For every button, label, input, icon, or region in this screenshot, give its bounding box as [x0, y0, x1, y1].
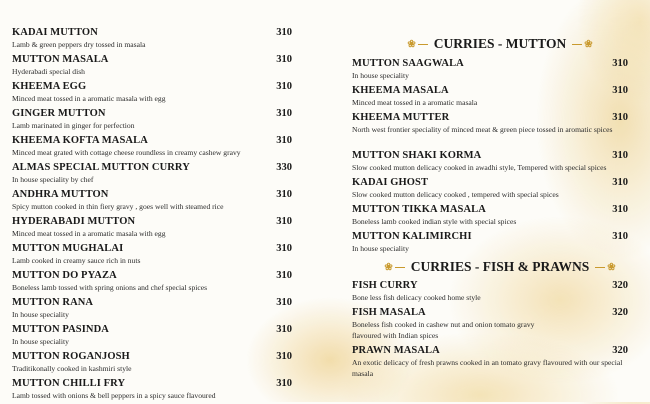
- section-header: [372, 255, 628, 279]
- menu-item: [352, 203, 628, 230]
- menu-item: [352, 111, 628, 149]
- dish-name: FISH MASALA: [352, 307, 426, 318]
- dish-description: North west frontier speciality of minced meat & green piece tossed in aromatic spices: [352, 125, 613, 134]
- menu-item: [352, 306, 628, 344]
- menu-item: [12, 26, 292, 53]
- dish-description: In house speciality: [12, 337, 69, 346]
- dish-price: 310: [276, 216, 292, 227]
- dish-description: Minced meat tossed in a aromatic masala with egg: [12, 94, 166, 103]
- dish-price: 310: [276, 81, 292, 92]
- dish-price: 310: [276, 297, 292, 308]
- dish-description: Slow cooked mutton delicacy cooked in awadhi style, Tempered with special spices: [352, 163, 607, 172]
- dish-price: 310: [276, 270, 292, 281]
- dish-price: 310: [612, 204, 628, 215]
- dish-price: 310: [276, 189, 292, 200]
- dish-name: ALMAS SPECIAL MUTTON CURRY: [12, 162, 190, 173]
- dish-name: MUTTON ROGANJOSH: [12, 351, 130, 362]
- dish-name: MUTTON SHAKI KORMA: [352, 150, 482, 161]
- section-header: [372, 34, 628, 54]
- menu-item: [12, 323, 292, 350]
- dish-name: KADAI GHOST: [352, 177, 429, 188]
- dish-name: MUTTON KALIMIRCHI: [352, 231, 472, 242]
- dish-description: Boneless lamb cooked indian style with special spices: [352, 217, 517, 226]
- dish-price: 310: [276, 378, 292, 389]
- dish-name: KHEEMA EGG: [12, 81, 87, 92]
- dish-price: 310: [276, 135, 292, 146]
- menu-item: [12, 80, 292, 107]
- menu-item: [12, 215, 292, 242]
- menu-item: [12, 107, 292, 134]
- dish-name: FISH CURRY: [352, 280, 418, 291]
- menu-item: [352, 176, 628, 203]
- dish-price: 310: [276, 324, 292, 335]
- dish-name: KHEEMA KOFTA MASALA: [12, 135, 148, 146]
- dish-name: MUTTON MASALA: [12, 54, 109, 65]
- menu-item: [12, 350, 292, 377]
- swirl-ornament-icon: ❀: [384, 262, 406, 273]
- right-menu-column: [352, 34, 628, 382]
- dish-name: MUTTON MUGHALAI: [12, 243, 124, 254]
- dish-name: HYDERABADI MUTTON: [12, 216, 136, 227]
- dish-name: MUTTON SAAGWALA: [352, 58, 464, 69]
- dish-price: 320: [612, 307, 628, 318]
- menu-item: [12, 134, 292, 161]
- menu-item: [12, 242, 292, 269]
- dish-description: Slow cooked mutton delicacy cooked , tempered with special spices: [352, 190, 559, 199]
- dish-description: Lamb tossed with onions & bell peppers in a spicy sauce flavoured: [12, 391, 216, 400]
- dish-description: In house speciality: [352, 71, 409, 80]
- dish-name: MUTTON RANA: [12, 297, 94, 308]
- dish-description: Minced meat tossed in a aromatic masala with egg: [12, 229, 166, 238]
- dish-price: 310: [276, 108, 292, 119]
- dish-price: 310: [612, 58, 628, 69]
- dish-price: 320: [612, 280, 628, 291]
- dish-price: 310: [612, 85, 628, 96]
- dish-description: Lamb marinated in ginger for perfection: [12, 121, 135, 130]
- dish-price: 310: [612, 112, 628, 123]
- section-title: CURRIES - MUTTON: [433, 36, 567, 51]
- dish-price: 310: [612, 150, 628, 161]
- dish-name: MUTTON DO PYAZA: [12, 270, 117, 281]
- dish-description: Lamb & green peppers dry tossed in masala: [12, 40, 146, 49]
- dish-name: MUTTON TIKKA MASALA: [352, 204, 486, 215]
- dish-description: Boneless fish cooked in cashew nut and onion tomato gravy flavoured with Indian spices: [352, 320, 535, 340]
- swirl-ornament-icon: ❀: [407, 39, 429, 50]
- dish-description: Spicy mutton cooked in thin fiery gravy , goes well with steamed rice: [12, 202, 224, 211]
- dish-description: Minced meat grated with cottage cheese roundless in creamy cashew gravy: [12, 148, 241, 157]
- dish-price: 320: [612, 345, 628, 356]
- dish-description: In house speciality: [12, 310, 69, 319]
- dish-price: 310: [612, 177, 628, 188]
- menu-item: [352, 57, 628, 84]
- menu-item: [352, 279, 628, 306]
- dish-description: Minced meat tossed in a aromatic masala: [352, 98, 478, 107]
- dish-name: PRAWN MASALA: [352, 345, 440, 356]
- menu-item: [12, 53, 292, 80]
- dish-description: In house speciality by chef: [12, 175, 94, 184]
- menu-item: [352, 84, 628, 111]
- swirl-ornament-icon: ❀: [570, 39, 592, 50]
- dish-description: Bone less fish delicacy cooked home style: [352, 293, 481, 302]
- left-menu-column: [12, 26, 292, 404]
- dish-price: 310: [276, 54, 292, 65]
- menu-item: [12, 296, 292, 323]
- dish-name: GINGER MUTTON: [12, 108, 106, 119]
- dish-description: Traditikonally cooked in kashmiri style: [12, 364, 132, 373]
- dish-name: KHEEMA MASALA: [352, 85, 449, 96]
- dish-name: ANDHRA MUTTON: [12, 189, 109, 200]
- dish-description: Lamb cooked in creamy sauce rich in nuts: [12, 256, 141, 265]
- menu-item: [12, 269, 292, 296]
- menu-item: [352, 149, 628, 176]
- dish-name: KHEEMA MUTTER: [352, 112, 450, 123]
- dish-description: Hyderabadi special dish: [12, 67, 85, 76]
- dish-description: In house speciality: [352, 244, 409, 253]
- dish-name: KADAI MUTTON: [12, 27, 98, 38]
- dish-name: MUTTON CHILLI FRY: [12, 378, 126, 389]
- menu-item: [12, 377, 292, 404]
- dish-price: 310: [276, 351, 292, 362]
- section-title: CURRIES - FISH & PRAWNS: [410, 259, 590, 274]
- dish-price: 310: [276, 243, 292, 254]
- dish-description: Boneless lamb tossed with spring onions and chef special spices: [12, 283, 208, 292]
- dish-price: 310: [276, 27, 292, 38]
- dish-name: MUTTON PASINDA: [12, 324, 109, 335]
- menu-item: [352, 344, 628, 382]
- dish-price: 330: [276, 162, 292, 173]
- dish-price: 310: [612, 231, 628, 242]
- menu-item: [12, 161, 292, 188]
- menu-item: [352, 230, 628, 257]
- dish-description: An exotic delicacy of fresh prawns cooked in an tomato gravy flavoured with our special masala: [352, 358, 623, 378]
- menu-item: [12, 188, 292, 215]
- swirl-ornament-icon: ❀: [593, 262, 615, 273]
